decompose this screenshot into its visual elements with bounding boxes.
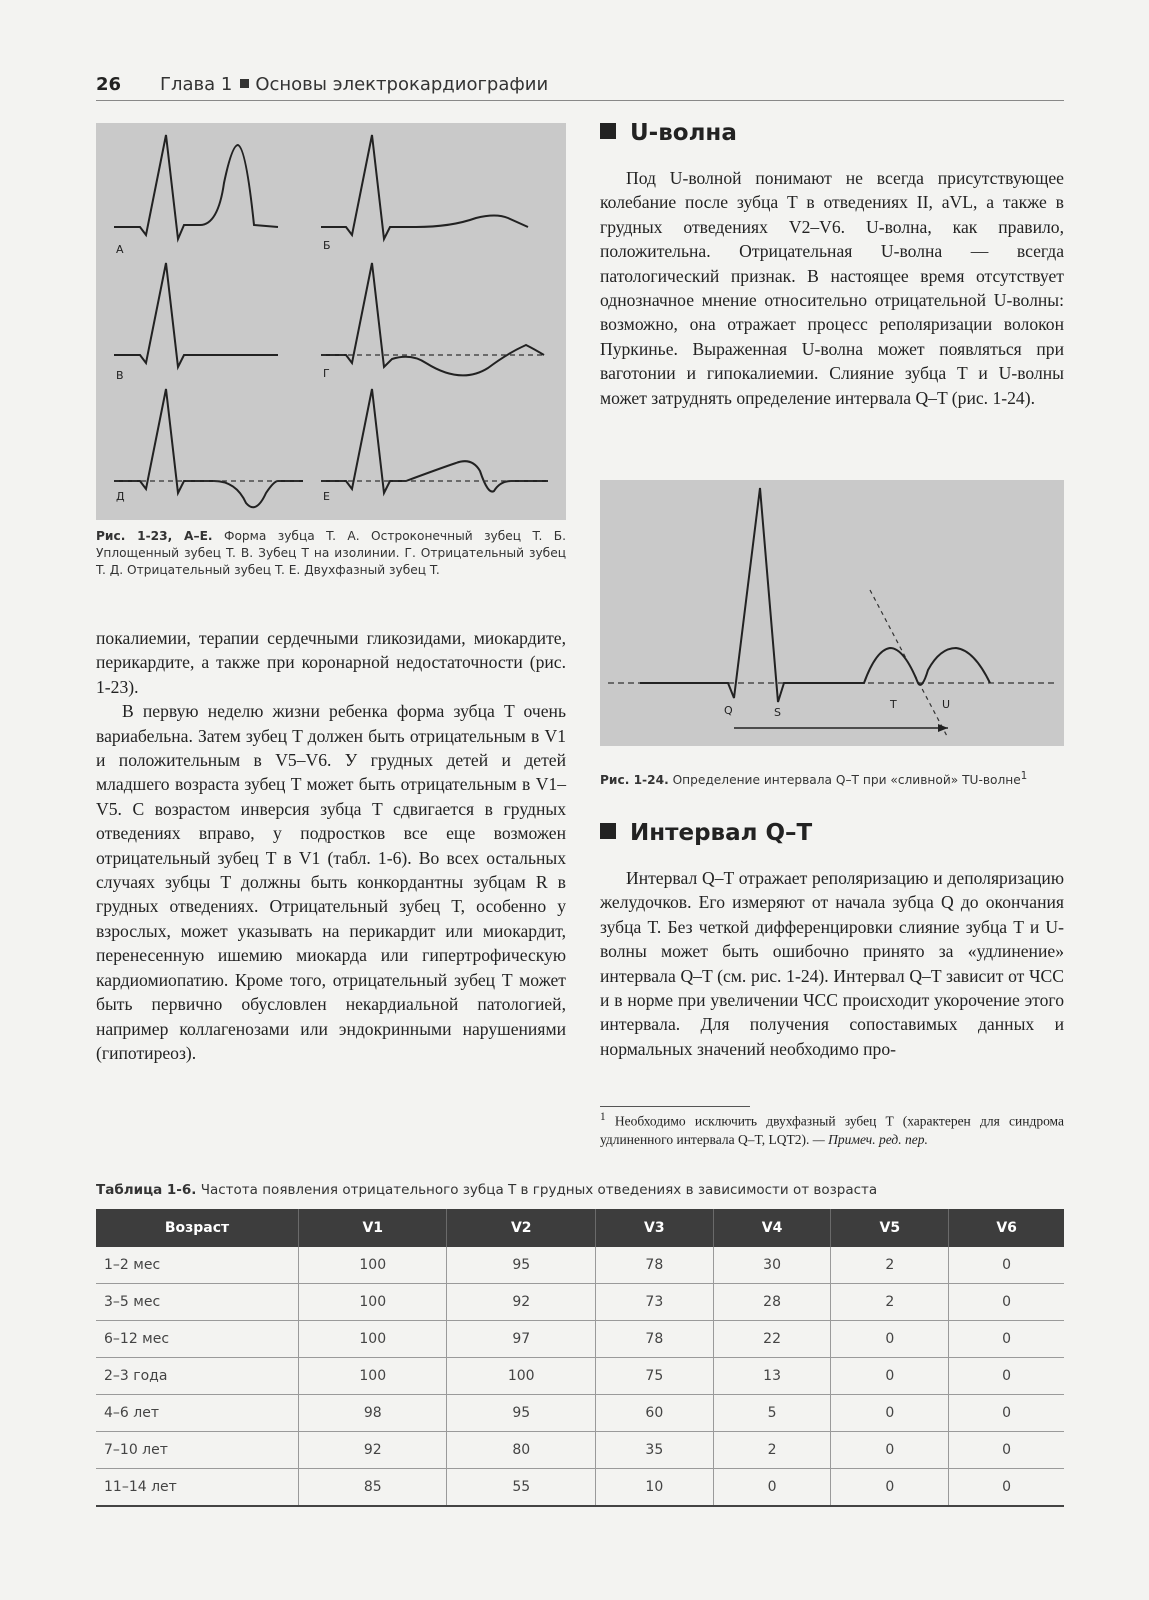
t-wave-shapes-diagram	[96, 123, 566, 520]
percent-cell: 0	[949, 1469, 1064, 1507]
qt-interval-diagram	[600, 480, 1064, 746]
label-q: Q	[724, 704, 733, 717]
age-cell: 6–12 мес	[96, 1321, 299, 1358]
fig23-label-c: В	[116, 369, 124, 382]
u-wave-text	[600, 166, 1064, 410]
percent-cell: 0	[831, 1469, 949, 1507]
square-bullet-icon	[600, 823, 616, 839]
footnote	[600, 1108, 1064, 1149]
fig24-caption-id: Рис. 1-24.	[600, 773, 669, 788]
fig23-label-b: Б	[323, 239, 331, 252]
page-header	[96, 68, 1064, 101]
column-header: Возраст	[96, 1209, 299, 1247]
fig23-label-a: А	[116, 243, 124, 256]
percent-cell: 13	[713, 1358, 831, 1395]
left-column-text	[96, 626, 566, 1065]
footnote-editor-note: — Примеч. ред. пер.	[812, 1131, 928, 1147]
table-caption-text: Частота появления отрицательного зубца T в грудных отведениях в зависимости от возраста	[200, 1182, 878, 1198]
age-cell: 3–5 мес	[96, 1284, 299, 1321]
table-row	[96, 1395, 1064, 1432]
percent-cell: 78	[595, 1321, 713, 1358]
ecg-trace-c	[114, 263, 278, 367]
table-row	[96, 1247, 1064, 1284]
percent-cell: 0	[831, 1395, 949, 1432]
percent-cell: 80	[447, 1432, 595, 1469]
footnote-text: Необходимо исключить двухфазный зубец T (характерен для синдрома удлиненного интервала Q–T, LQT2).	[600, 1113, 1065, 1147]
figure-1-24-caption	[600, 768, 1064, 789]
qt-text	[600, 866, 1064, 1061]
percent-cell: 92	[447, 1284, 595, 1321]
label-u: U	[942, 698, 951, 711]
fig23-label-e: Д	[116, 490, 125, 503]
percent-cell: 55	[447, 1469, 595, 1507]
paragraph: Интервал Q–T отражает реполяризацию и деполяризацию желудочков. Его измеряют от начала зубца Q до окончания зубца T. Без четкой дифференцировки слияние зубца T и U-волны может быть ошибочно принято за «удлинение» интервала Q–T (см. рис. 1-24). Интервал Q–T зависит от ЧСС и в норме при увеличении ЧСС происходит укорочение этого интервала. Для получения сопоставимых данных и нормальных значений необходимо про-	[600, 868, 1064, 1059]
fig23-label-d: Г	[323, 367, 330, 380]
percent-cell: 35	[595, 1432, 713, 1469]
percent-cell: 22	[713, 1321, 831, 1358]
table-row	[96, 1321, 1064, 1358]
figure-1-24	[600, 480, 1064, 746]
percent-cell: 100	[447, 1358, 595, 1395]
percent-cell: 100	[299, 1284, 447, 1321]
percent-cell: 60	[595, 1395, 713, 1432]
column-header: V1	[299, 1209, 447, 1247]
percent-cell: 95	[447, 1395, 595, 1432]
running-title	[160, 74, 548, 95]
age-cell: 4–6 лет	[96, 1395, 299, 1432]
age-cell: 11–14 лет	[96, 1469, 299, 1507]
section-label: Основы электрокардиографии	[255, 74, 549, 95]
fig23-caption-text: Форма зубца T. А. Остроконечный зубец T. Б. Уплощенный зубец T. В. Зубец T на изолинии. Г. Отрицательный зубец T. Д. Отрицательный зубец T. Е. Двухфазный зубец T.	[96, 529, 567, 577]
percent-cell: 10	[595, 1469, 713, 1507]
column-header: V3	[595, 1209, 713, 1247]
ecg-trace-e	[114, 389, 303, 507]
label-t: T	[890, 698, 897, 711]
paragraph: Под U-волной понимают не всегда присутствующее колебание после зубца T в отведениях II, aVL, а также в грудных отведениях V2–V6. U-волна, как правило, положительна. Отрицательная U-волна — всегда патологический признак. В настоящее время отсутствует однозначное мнение относительно отрицательной U-волны: возможно, она отражает процесс реполяризации волокон Пуркинье. Выраженная U-волна может появляться при ваготонии и гипокалиемии. Слияние зубца T и U-волны может затруднять определение интервала Q–T (рис. 1-24).	[600, 168, 1064, 408]
table-row	[96, 1358, 1064, 1395]
arrow-head-right-icon	[938, 724, 948, 732]
label-s: S	[774, 706, 781, 719]
percent-cell: 0	[949, 1321, 1064, 1358]
percent-cell: 0	[831, 1358, 949, 1395]
ecg-trace-b	[321, 135, 528, 239]
age-cell: 7–10 лет	[96, 1432, 299, 1469]
square-bullet-icon	[240, 79, 249, 88]
percent-cell: 5	[713, 1395, 831, 1432]
percent-cell: 0	[949, 1284, 1064, 1321]
u-wave-heading: U-волна	[600, 120, 737, 146]
table-row	[96, 1469, 1064, 1507]
age-cell: 2–3 года	[96, 1358, 299, 1395]
percent-cell: 85	[299, 1469, 447, 1507]
percent-cell: 0	[713, 1469, 831, 1507]
table-row	[96, 1432, 1064, 1469]
page-number: 26	[96, 74, 122, 95]
percent-cell: 0	[949, 1247, 1064, 1284]
figure-1-23	[96, 123, 566, 520]
table-row	[96, 1284, 1064, 1321]
table-caption-id: Таблица 1-6.	[96, 1182, 197, 1198]
percent-cell: 0	[949, 1432, 1064, 1469]
percent-cell: 0	[831, 1321, 949, 1358]
column-header: V4	[713, 1209, 831, 1247]
percent-cell: 2	[831, 1247, 949, 1284]
percent-cell: 0	[949, 1395, 1064, 1432]
ecg-trace-tu	[640, 488, 990, 702]
fig24-caption-text: Определение интервала Q–T при «сливной» TU-волне	[672, 773, 1021, 788]
ecg-trace-a	[114, 135, 278, 239]
table-header-row	[96, 1209, 1064, 1247]
ecg-trace-f	[321, 389, 548, 493]
percent-cell: 2	[831, 1284, 949, 1321]
t-wave-frequency-table	[96, 1209, 1064, 1507]
percent-cell: 98	[299, 1395, 447, 1432]
percent-cell: 92	[299, 1432, 447, 1469]
fig23-label-f: Е	[323, 490, 330, 503]
fig23-caption-id: Рис. 1-23, А–Е.	[96, 529, 213, 543]
age-cell: 1–2 мес	[96, 1247, 299, 1284]
percent-cell: 97	[447, 1321, 595, 1358]
column-header: V5	[831, 1209, 949, 1247]
ecg-trace-d	[321, 263, 544, 375]
footnote-divider	[600, 1106, 750, 1107]
table-caption	[96, 1182, 877, 1198]
percent-cell: 100	[299, 1321, 447, 1358]
qt-heading: Интервал Q–T	[600, 820, 812, 846]
percent-cell: 0	[949, 1358, 1064, 1395]
percent-cell: 100	[299, 1247, 447, 1284]
percent-cell: 78	[595, 1247, 713, 1284]
paragraph: покалиемии, терапии сердечными гликозидами, миокардите, перикардите, а также при коронарной недостаточности (рис. 1-23).	[96, 628, 566, 697]
percent-cell: 30	[713, 1247, 831, 1284]
percent-cell: 100	[299, 1358, 447, 1395]
paragraph: В первую неделю жизни ребенка форма зубца T очень вариабельна. Затем зубец T должен быть отрицательным в V1 и положительным в V5–V6. У грудных детей и детей младшего возраста зубец T может быть отрицательным в V1–V5. С возрастом инверсия зубца T сдвигается в грудных отведениях вправо, у подростков все еще возможен отрицательный зубец T в V1 (табл. 1-6). Во всех остальных случаях зубцы T должны быть конкордантны зубцам R в грудных отведениях. Отрицательный зубец T, особенно у взрослых, может указывать на перикардит или миокардит, перенесенную ишемию миокарда или гипертрофическую кардиомиопатию. Кроме того, отрицательный зубец T может быть первично обусловлен некардиальной патологией, например коллагенозами или эндокринными нарушениями (гипотиреоз).	[96, 701, 566, 1063]
footnote-mark: 1	[600, 1111, 606, 1123]
footnote-ref: 1	[1020, 771, 1028, 782]
percent-cell: 2	[713, 1432, 831, 1469]
percent-cell: 0	[831, 1432, 949, 1469]
percent-cell: 75	[595, 1358, 713, 1395]
table-body	[96, 1247, 1064, 1506]
chapter-label: Глава 1	[160, 74, 233, 95]
figure-1-23-caption	[96, 528, 566, 579]
square-bullet-icon	[600, 123, 616, 139]
percent-cell: 95	[447, 1247, 595, 1284]
percent-cell: 28	[713, 1284, 831, 1321]
percent-cell: 73	[595, 1284, 713, 1321]
column-header: V6	[949, 1209, 1064, 1247]
column-header: V2	[447, 1209, 595, 1247]
